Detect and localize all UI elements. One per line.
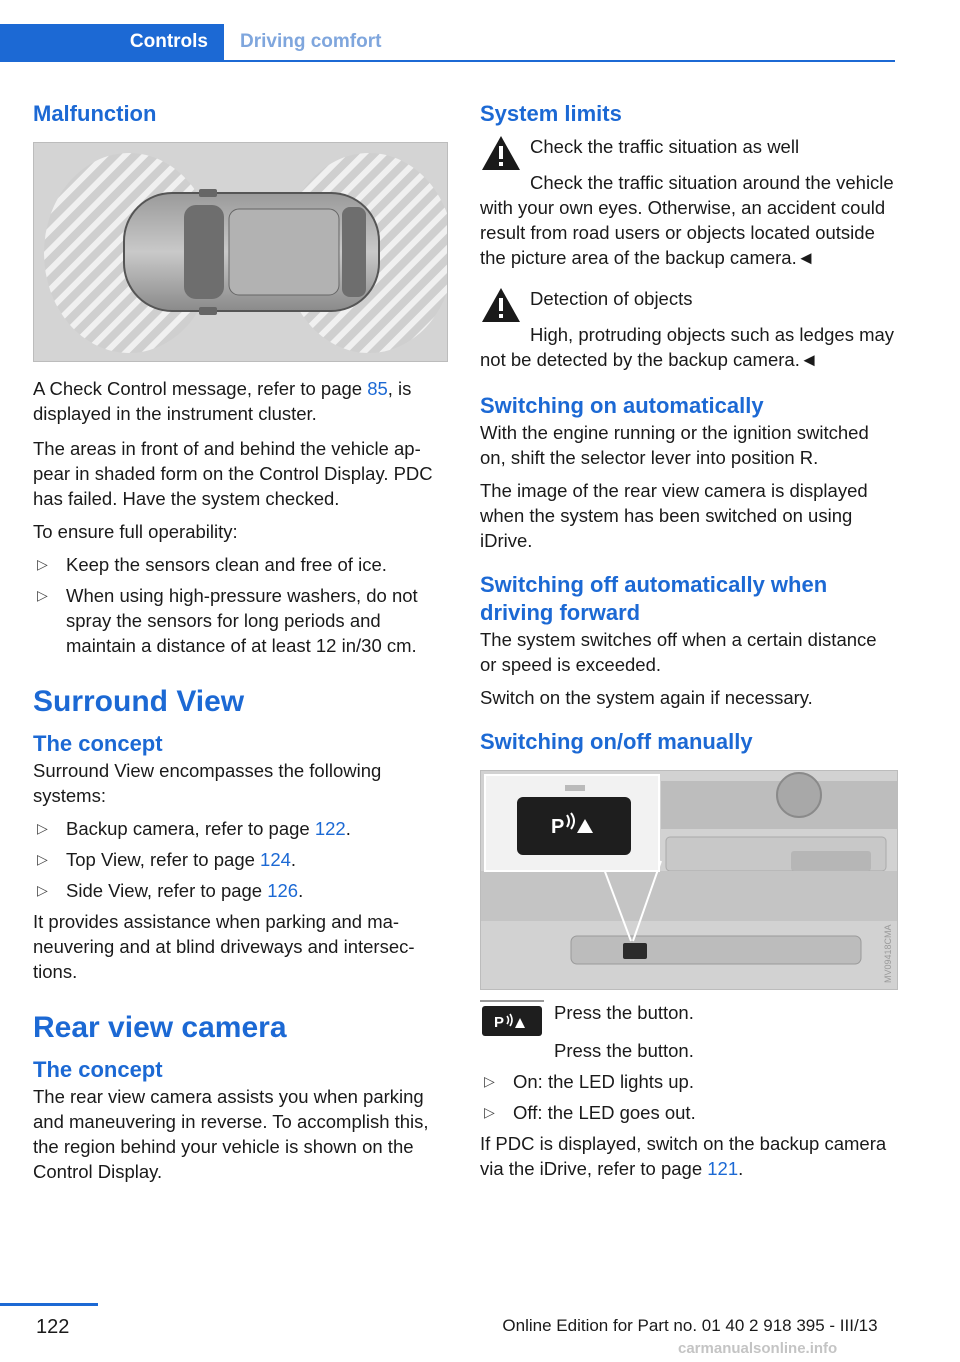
tab-driving-comfort[interactable]: Driving comfort [240,31,382,52]
rvc-concept-heading: The concept [33,1057,163,1082]
manual-heading: Switching on/off manually [480,729,753,754]
rear-view-camera-heading: Rear view camera [33,1011,287,1044]
list-item: ▷ Top View, refer to page 124. [33,847,448,872]
final-paragraph: If PDC is displayed, switch on the backup camera via the iDrive, refer to page 121. [480,1133,887,1179]
warning-1-title: Check the traffic situation as well [530,136,800,157]
page-link-124[interactable]: 124 [260,849,291,870]
malfunction-paragraph-2: The areas in front of and behind the vehicle appear in shaded form on the Control Display. PDC has failed. Have the system checked. [33,438,433,509]
pdc-button-icon [480,1000,554,1044]
svg-text:P: P [494,1014,505,1031]
console-button-figure [480,770,898,990]
bullet-triangle-icon: ▷ [484,1104,495,1120]
warning-2-text: High, protruding objects such as ledges may not be detected by the backup camera.◄ [480,324,895,370]
rvc-paragraph-1: The rear view camera assists you when parking and maneuvering in reverse. To accomplish this, the region behind your vehicle is shown on the Control Display. [33,1086,429,1182]
warning-1-text: Check the traffic situation around the vehicle with your own eyes. Otherwise, an accident could result from road users or objects located outside the picture area of the backup camera.◄ [480,172,894,268]
press-button-text-1: Press the button. [554,1002,694,1023]
list-item: ▷ On: the LED lights up. [480,1069,895,1094]
list-item: ▷ When using high-pressure washers, do not spray the sensors for long periods and maintain a distance of at least 12 in/30 cm. [33,583,448,658]
bullet-triangle-icon: ▷ [37,820,48,836]
warning-detection [480,286,895,324]
sv-paragraph-1: Surround View encompasses the following systems: [33,760,382,806]
press-button-text-2: Press the button. [554,1040,694,1061]
auto-on-paragraph-2: The image of the rear view camera is displayed when the system has been switched on using iDrive. [480,480,868,551]
bullet-triangle-icon: ▷ [484,1073,495,1089]
center-console-icon [481,771,897,989]
auto-off-paragraph-1: The system switches off when a certain distance or speed is exceeded. [480,629,877,675]
system-limits-heading: System limits [480,101,622,126]
auto-on-heading: Switching on automatically [480,393,764,418]
car-top-view-icon [34,143,447,361]
warning-triangle-icon [480,286,530,324]
edition-text: Online Edition for Part no. 01 40 2 918 395 - III/13 [502,1316,878,1335]
tab-controls[interactable]: Controls [0,24,224,60]
left-column [33,100,448,1184]
watermark: carmanualsonline.info [678,1340,838,1357]
list-item: ▷ Off: the LED goes out. [480,1100,895,1125]
sv-concept-heading: The concept [33,731,163,756]
right-column [480,100,895,1181]
svg-text:MV09418CMA: MV09418CMA [883,924,893,983]
bullet-triangle-icon: ▷ [37,587,48,603]
auto-on-paragraph-1: With the engine running or the ignition switched on, shift the selector lever into position R. [480,422,869,468]
surround-view-heading: Surround View [33,685,245,718]
page-link-122[interactable]: 122 [314,818,346,839]
warning-traffic [480,134,895,172]
page-link-85[interactable]: 85 [367,378,388,399]
sv-paragraph-2: It provides assistance when parking and maneuvering and at blind driveways and intersections. [33,911,415,982]
malfunction-paragraph-1: A Check Control message, refer to page 85, is displayed in the instrument cluster. [33,378,412,424]
list-item: ▷ Backup camera, refer to page 122. [33,816,448,841]
auto-off-paragraph-2: Switch on the system again if necessary. [480,687,813,708]
warning-2-title: Detection of objects [530,288,693,309]
malfunction-paragraph-3: To ensure full operability: [33,521,238,542]
page-number: 122 [36,1316,70,1338]
malfunction-heading: Malfunction [33,101,157,126]
warning-triangle-icon [480,134,530,172]
bullet-triangle-icon: ▷ [37,882,48,898]
header-divider [0,60,895,62]
car-top-view-figure [33,142,448,362]
list-item: ▷ Keep the sensors clean and free of ice. [33,552,448,577]
auto-off-heading: Switching off automatically when driving forward [480,572,828,625]
page-link-126[interactable]: 126 [267,880,299,901]
bullet-triangle-icon: ▷ [37,556,48,572]
list-item: ▷ Side View, refer to page 126. [33,878,448,903]
bullet-triangle-icon: ▷ [37,851,48,867]
header-tabs [0,24,895,62]
footer-divider [0,1303,98,1306]
page-link-121[interactable]: 121 [707,1158,739,1179]
svg-text:P: P [551,816,565,838]
